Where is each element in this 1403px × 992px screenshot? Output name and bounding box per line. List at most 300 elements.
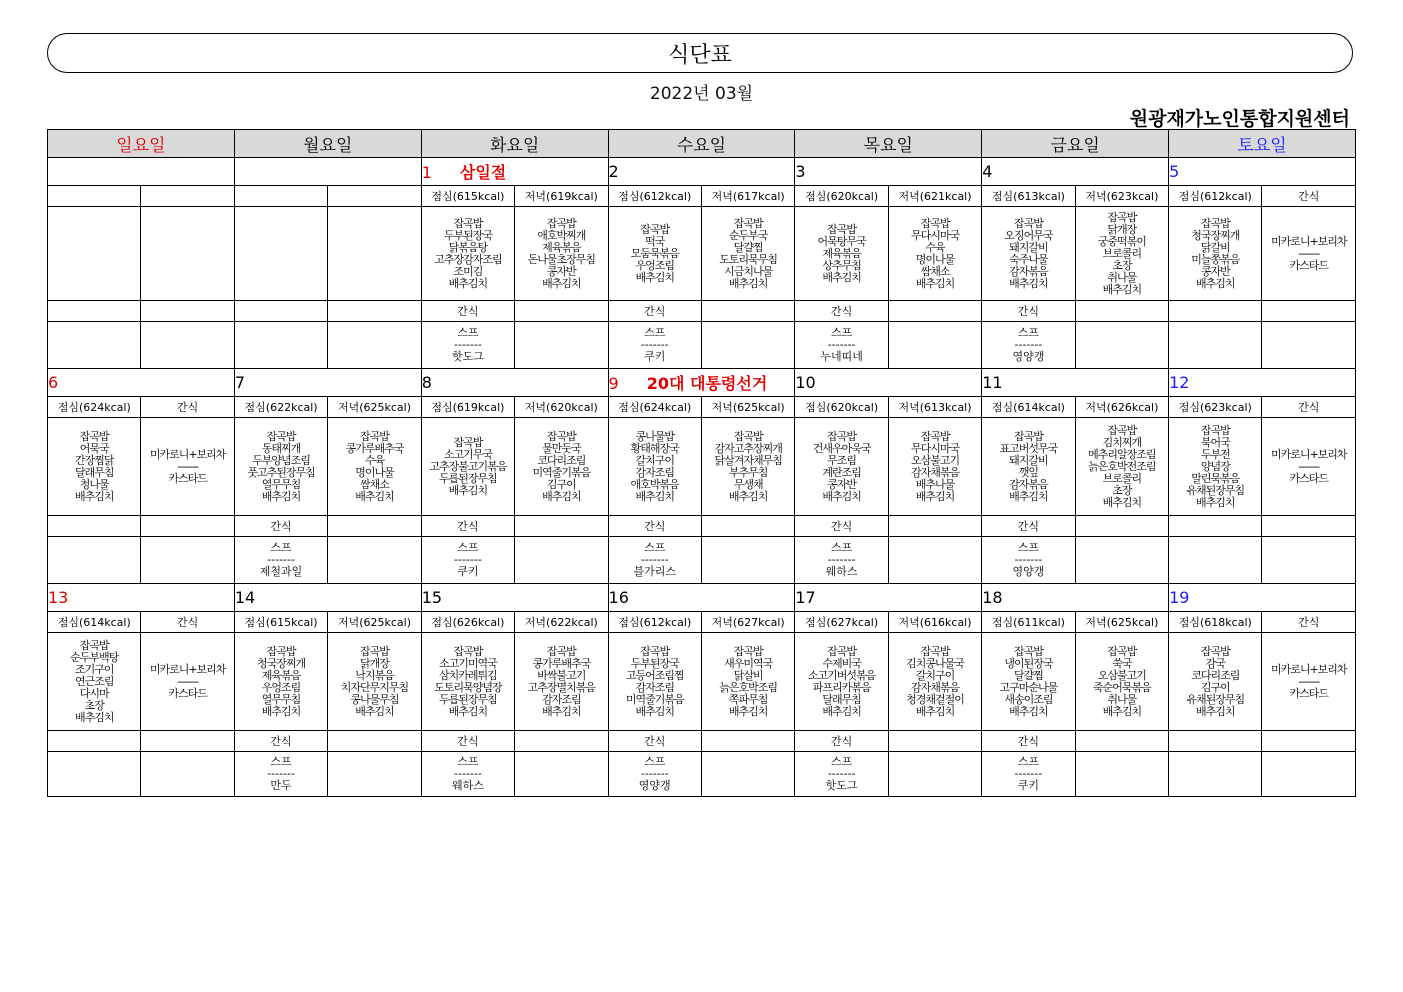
menu-item: 배추김치 xyxy=(74,489,114,503)
snack-items-empty xyxy=(888,752,981,797)
menu-item: 제철과일 xyxy=(259,565,303,578)
menu-item: 물만둣국 xyxy=(542,441,581,455)
meal-label: 간식 xyxy=(141,397,234,418)
day-number: 2 xyxy=(608,162,619,181)
weekday-header-row xyxy=(48,130,1356,158)
menu-item: 배추김치 xyxy=(635,489,674,503)
meal-label-row xyxy=(48,397,1356,418)
meal-label: 점심(626kcal) xyxy=(421,612,514,633)
snack-label-empty xyxy=(328,731,421,752)
menu-item: 잡곡밥 xyxy=(1107,644,1137,658)
snack-label: 간식 xyxy=(234,516,327,537)
meal-label: 저녁(613kcal) xyxy=(888,397,981,418)
day-cell xyxy=(48,584,235,612)
menu-item: 새우미역국 xyxy=(724,656,773,670)
snack-items xyxy=(1169,752,1262,797)
day-cell xyxy=(421,584,608,612)
snack-label-row xyxy=(48,731,1356,752)
menu-item: 배추김치 xyxy=(1196,495,1235,509)
day-number: 11 xyxy=(982,373,1003,392)
menu-item: 잡곡밥 xyxy=(1107,210,1137,224)
menu-item: 김치찌개 xyxy=(1102,435,1142,449)
meal-dishes xyxy=(1262,207,1356,301)
menu-item: 두릅된장무침 xyxy=(439,692,497,706)
menu-item: 미역줄기볶음 xyxy=(625,692,684,706)
weekday-header-wednesday: 수요일 xyxy=(608,130,795,158)
meal-label: 점심(622kcal) xyxy=(234,397,327,418)
snack-items xyxy=(982,537,1075,584)
meal-label: 점심(618kcal) xyxy=(1169,612,1262,633)
meal-dishes xyxy=(608,418,701,516)
menu-item: 고추장감자조림 xyxy=(434,252,502,266)
meal-dishes xyxy=(608,207,701,301)
menu-item: 두릅된장무침 xyxy=(439,471,497,485)
meal-dishes-row xyxy=(48,207,1356,301)
menu-item: 고추장멸치볶음 xyxy=(527,680,596,694)
snack-items-empty xyxy=(515,537,608,584)
menu-item: 콩자반 xyxy=(546,264,576,278)
menu-item: 순두부국 xyxy=(728,228,768,242)
meal-label: 점심(615kcal) xyxy=(234,612,327,633)
menu-item: 삼치카레튀김 xyxy=(439,668,497,682)
snack-items-empty xyxy=(701,322,794,369)
snack-label-empty xyxy=(515,301,608,322)
menu-item: 무다시마국 xyxy=(910,441,960,455)
snack-items xyxy=(795,322,888,369)
menu-item: 잡곡밥 xyxy=(453,216,483,230)
meal-label: 저녁(622kcal) xyxy=(515,612,608,633)
meal-dishes xyxy=(982,633,1075,731)
menu-item: 상추무침 xyxy=(822,258,861,272)
meal-dishes xyxy=(48,633,141,731)
menu-item: 죽순어묵볶음 xyxy=(1092,680,1151,694)
menu-item: 잡곡밥 xyxy=(640,222,670,236)
day-number: 8 xyxy=(421,373,432,392)
menu-item: 배추김치 xyxy=(1009,704,1048,718)
day-number: 5 xyxy=(1169,162,1180,181)
snack-label: 간식 xyxy=(608,731,701,752)
meal-dishes xyxy=(982,207,1075,301)
holiday-name: 삼일절 xyxy=(459,163,507,182)
meal-dishes xyxy=(888,633,981,731)
menu-item: ------- xyxy=(1298,674,1320,688)
menu-item: 잡곡밥 xyxy=(1013,216,1043,230)
day-cell xyxy=(421,158,608,186)
menu-item: 잡곡밥 xyxy=(79,429,109,443)
menu-item: 배추김치 xyxy=(822,270,861,284)
snack-label xyxy=(1169,301,1262,322)
day-number: 4 xyxy=(982,162,993,181)
meal-dishes xyxy=(234,207,327,301)
menu-item: 쿠키 xyxy=(457,565,479,578)
menu-item: 순두부백탕 xyxy=(70,650,119,664)
menu-item: 수제비국 xyxy=(822,656,861,670)
snack-items-empty xyxy=(888,537,981,584)
menu-item: 오징어무국 xyxy=(1004,228,1053,242)
menu-item: 배추김치 xyxy=(635,704,674,718)
snack-body-row xyxy=(48,537,1356,584)
menu-item: 청국장찌개 xyxy=(256,656,306,670)
snack-items xyxy=(608,537,701,584)
menu-item: 열무무침 xyxy=(261,692,301,706)
meal-label: 점심(619kcal) xyxy=(421,397,514,418)
menu-item: 늙은호박전조림 xyxy=(1088,459,1156,473)
menu-item: ------- xyxy=(267,553,295,566)
menu-item: 잡곡밥 xyxy=(1200,216,1230,230)
date-row xyxy=(48,158,1356,186)
meal-dishes xyxy=(888,207,981,301)
menu-item: ------- xyxy=(454,338,482,351)
menu-item: ------- xyxy=(1298,459,1320,473)
menu-item: 잡곡밥 xyxy=(360,644,389,658)
meal-label: 저녁(621kcal) xyxy=(888,186,981,207)
menu-item: 카스타드 xyxy=(1289,258,1328,272)
snack-items-empty xyxy=(1262,752,1356,797)
menu-item: 청경채겉절이 xyxy=(906,692,964,706)
menu-item: ------- xyxy=(1014,338,1043,351)
menu-item: 돼지갈비 xyxy=(1009,240,1048,254)
meal-label: 점심(620kcal) xyxy=(795,186,888,207)
menu-item: 배추김치 xyxy=(1102,495,1142,509)
day-cell xyxy=(1169,158,1356,186)
menu-item: 간장찜닭 xyxy=(74,453,114,467)
weekday-header-friday: 금요일 xyxy=(982,130,1169,158)
menu-item: 미카로니+보리차 xyxy=(1270,662,1347,676)
meal-label: 점심(611kcal) xyxy=(982,612,1075,633)
menu-item: 배추김치 xyxy=(822,489,861,503)
snack-items-empty xyxy=(888,322,981,369)
menu-item: 달래무침 xyxy=(74,465,114,479)
snack-label-empty xyxy=(701,731,794,752)
menu-item: ------- xyxy=(1014,767,1043,780)
meal-label: 저녁(619kcal) xyxy=(515,186,608,207)
menu-item: 도토리묵양념장 xyxy=(434,680,502,694)
snack-items-empty xyxy=(515,322,608,369)
meal-dishes xyxy=(1169,207,1262,301)
menu-item: 스프 xyxy=(457,326,479,339)
meal-dishes xyxy=(48,418,141,516)
day-cell xyxy=(982,584,1169,612)
menu-item: 잡곡밥 xyxy=(266,429,296,443)
meal-label: 저녁(625kcal) xyxy=(328,612,421,633)
meal-dishes xyxy=(515,207,608,301)
menu-item: 영양갱 xyxy=(1012,350,1045,363)
menu-item: 잡곡밥 xyxy=(453,644,483,658)
menu-item: 제육볶음 xyxy=(261,668,301,682)
menu-item: 스프 xyxy=(270,541,292,554)
meal-label: 점심(612kcal) xyxy=(1169,186,1262,207)
menu-item: 새송이조림 xyxy=(1004,692,1053,706)
menu-item: 배추김치 xyxy=(261,704,301,718)
menu-item: 잡곡밥 xyxy=(79,638,109,652)
day-number: 12 xyxy=(1169,373,1190,392)
weekday-header-sunday: 일요일 xyxy=(48,130,235,158)
snack-label: 간식 xyxy=(421,516,514,537)
menu-item: 말린묵볶음 xyxy=(1191,471,1240,485)
menu-item: ------- xyxy=(640,767,669,780)
menu-item: 잡곡밥 xyxy=(1200,644,1230,658)
menu-item: 배추김치 xyxy=(542,704,581,718)
menu-item: 고등어조림찜 xyxy=(625,668,684,682)
menu-item: 잡곡밥 xyxy=(733,216,763,230)
menu-item: 스프 xyxy=(457,755,479,768)
menu-item: ------- xyxy=(827,553,856,566)
menu-item: 미카로니+보리차 xyxy=(1270,234,1347,248)
title-text: 식단표 xyxy=(668,42,732,68)
menu-item: 배추김치 xyxy=(1196,276,1235,290)
snack-label-empty xyxy=(328,516,421,537)
snack-body-row xyxy=(48,322,1356,369)
menu-item: 배추김치 xyxy=(448,483,488,497)
meal-label: 점심(612kcal) xyxy=(608,612,701,633)
menu-item: 모둠묵볶음 xyxy=(630,246,679,260)
menu-item: 배추김치 xyxy=(448,704,488,718)
menu-item: 잡곡밥 xyxy=(920,644,950,658)
meal-label-row xyxy=(48,612,1356,633)
menu-item: 콩나물무침 xyxy=(350,692,399,706)
menu-item: 배추김치 xyxy=(822,704,861,718)
meal-label: 저녁(623kcal) xyxy=(1075,186,1168,207)
menu-item: 연근조림 xyxy=(74,674,114,688)
snack-items-empty xyxy=(1262,322,1356,369)
meal-dishes xyxy=(1169,633,1262,731)
meal-label: 점심(623kcal) xyxy=(1169,397,1262,418)
menu-item: 카스타드 xyxy=(168,686,207,700)
snack-items xyxy=(608,322,701,369)
snack-label-empty xyxy=(1262,516,1356,537)
menu-item: 취나물 xyxy=(1107,692,1137,706)
snack-label-empty xyxy=(1262,301,1356,322)
snack-items xyxy=(421,322,514,369)
menu-item: 쿠키 xyxy=(644,350,666,363)
menu-item: 배추김치 xyxy=(355,704,394,718)
day-number: 1 xyxy=(421,163,432,182)
day-number: 18 xyxy=(982,588,1003,607)
day-cell xyxy=(48,369,235,397)
day-number: 17 xyxy=(795,588,816,607)
menu-item: 스프 xyxy=(644,755,666,768)
menu-item: 미카로니+보리차 xyxy=(1270,447,1347,461)
menu-item: 쌈채소 xyxy=(360,477,389,491)
snack-items-empty xyxy=(701,537,794,584)
menu-item: 감자볶음 xyxy=(1009,477,1048,491)
menu-item: 오삼불고기 xyxy=(910,453,960,467)
meal-dishes-row xyxy=(48,633,1356,731)
menu-item: 갈치구이 xyxy=(635,453,674,467)
menu-item: 스프 xyxy=(830,755,853,768)
day-cell xyxy=(421,369,608,397)
meal-dishes xyxy=(515,418,608,516)
menu-item: 닭개장 xyxy=(1107,222,1137,236)
date-row xyxy=(48,369,1356,397)
menu-item: 부추무침 xyxy=(728,465,768,479)
menu-item: 잡곡밥 xyxy=(920,216,950,230)
snack-label: 간식 xyxy=(234,731,327,752)
meal-label: 점심(620kcal) xyxy=(795,397,888,418)
menu-item: 숙주나물 xyxy=(1009,252,1048,266)
menu-item: 두부전 xyxy=(1200,447,1230,461)
menu-item: 수육 xyxy=(925,240,945,254)
menu-item: 우엉조림 xyxy=(635,258,674,272)
snack-label: 간식 xyxy=(421,731,514,752)
menu-item: 초장 xyxy=(84,698,104,712)
meal-label: 점심(614kcal) xyxy=(982,397,1075,418)
menu-item: ------- xyxy=(827,338,856,351)
menu-item: 늙은호박조림 xyxy=(719,680,778,694)
menu-item: 배추김치 xyxy=(74,710,114,724)
snack-body-row xyxy=(48,752,1356,797)
meal-dishes xyxy=(421,418,514,516)
menu-item: 잡곡밥 xyxy=(453,435,483,449)
snack-label-empty xyxy=(515,516,608,537)
menu-item: 김구이 xyxy=(1200,680,1230,694)
meal-label xyxy=(48,186,141,207)
meal-label: 저녁(616kcal) xyxy=(888,612,981,633)
snack-label-empty xyxy=(1262,731,1356,752)
weekday-header-monday: 월요일 xyxy=(234,130,421,158)
meal-dishes xyxy=(888,418,981,516)
menu-item: 유채된장무침 xyxy=(1186,483,1245,497)
menu-item: 스프 xyxy=(644,541,666,554)
snack-label: 간식 xyxy=(795,516,888,537)
snack-label xyxy=(48,516,141,537)
menu-item: 닭살겨자채무침 xyxy=(714,453,782,467)
menu-item: 김치콩나물국 xyxy=(906,656,964,670)
menu-item: 건새우아욱국 xyxy=(812,441,871,455)
snack-label xyxy=(1169,731,1262,752)
day-number: 16 xyxy=(608,588,629,607)
snack-items-empty xyxy=(328,322,421,369)
snack-label: 간식 xyxy=(795,731,888,752)
menu-item: 카스타드 xyxy=(1289,471,1328,485)
menu-item: 잡곡밥 xyxy=(1013,429,1043,443)
menu-item: 갈치구이 xyxy=(915,668,955,682)
snack-items xyxy=(48,752,141,797)
meal-dishes xyxy=(795,207,888,301)
day-number: 14 xyxy=(234,588,256,607)
day-cell xyxy=(234,584,421,612)
menu-item: 잡곡밥 xyxy=(546,644,576,658)
menu-item: 잡곡밥 xyxy=(827,644,857,658)
snack-label: 간식 xyxy=(982,301,1075,322)
menu-item: 스프 xyxy=(830,326,853,339)
snack-items xyxy=(421,752,514,797)
meal-dishes xyxy=(701,418,794,516)
menu-item: 잡곡밥 xyxy=(827,222,857,236)
menu-calendar-table xyxy=(47,129,1356,797)
menu-item: 잡곡밥 xyxy=(733,429,763,443)
snack-label-empty xyxy=(1075,301,1168,322)
meal-dishes xyxy=(982,418,1075,516)
meal-label: 저녁(627kcal) xyxy=(701,612,794,633)
menu-item: 배추김치 xyxy=(355,489,394,503)
snack-items xyxy=(234,752,327,797)
meal-dishes xyxy=(1262,418,1356,516)
menu-item: 미카로니+보리차 xyxy=(149,662,226,676)
menu-item: 쪽파무침 xyxy=(728,692,768,706)
meal-dishes xyxy=(234,633,327,731)
menu-item: 배추김치 xyxy=(1196,704,1235,718)
snack-items-empty xyxy=(141,537,234,584)
snack-label xyxy=(1169,516,1262,537)
menu-item: 무생채 xyxy=(733,477,763,491)
meal-dishes xyxy=(1075,207,1168,301)
snack-label: 간식 xyxy=(982,731,1075,752)
snack-items xyxy=(421,537,514,584)
day-number: 7 xyxy=(234,373,246,392)
meal-label: 점심(624kcal) xyxy=(48,397,141,418)
weekday-header-thursday: 목요일 xyxy=(795,130,982,158)
meal-dishes-row xyxy=(48,418,1356,516)
menu-item: 잡곡밥 xyxy=(920,429,950,443)
day-number: 13 xyxy=(48,588,69,607)
snack-label-empty xyxy=(888,731,981,752)
meal-dishes xyxy=(1075,418,1168,516)
menu-item: 닭볶음탕 xyxy=(448,240,488,254)
menu-item: 황태해장국 xyxy=(630,441,679,455)
menu-item: 코다리조림 xyxy=(1191,668,1240,682)
day-cell xyxy=(608,158,795,186)
snack-items xyxy=(1169,537,1262,584)
meal-label: 점심(627kcal) xyxy=(795,612,888,633)
meal-label: 저녁(625kcal) xyxy=(701,397,794,418)
meal-dishes xyxy=(141,207,234,301)
menu-item: 달걀찜 xyxy=(1013,668,1043,682)
menu-item: 오삼불고기 xyxy=(1097,668,1146,682)
menu-item: 쑥국 xyxy=(1112,656,1132,670)
menu-item: 두부된장국 xyxy=(443,228,492,242)
menu-item: 배추김치 xyxy=(261,489,301,503)
menu-item: 고구마순나물 xyxy=(999,680,1058,694)
menu-item: 스프 xyxy=(1017,755,1040,768)
menu-item: 배추김치 xyxy=(1102,704,1142,718)
snack-label-empty xyxy=(701,301,794,322)
menu-item: 표고버섯무국 xyxy=(999,441,1058,455)
menu-item: 떡국 xyxy=(645,234,665,248)
menu-item: 계란조림 xyxy=(822,465,861,479)
meal-label xyxy=(141,186,234,207)
menu-item: 취나물 xyxy=(1107,270,1137,284)
menu-item: 명이나물 xyxy=(915,252,955,266)
snack-label-empty xyxy=(141,731,234,752)
meal-dishes xyxy=(141,633,234,731)
menu-item: 돈나물초장무침 xyxy=(527,252,596,266)
menu-item: 북어국 xyxy=(1200,435,1230,449)
menu-item: 핫도그 xyxy=(825,779,858,792)
menu-item: 두부된장국 xyxy=(630,656,679,670)
meal-label: 저녁(625kcal) xyxy=(328,397,421,418)
menu-item: 배추김치 xyxy=(1009,489,1048,503)
snack-items xyxy=(982,322,1075,369)
menu-item: 감자채볶음 xyxy=(910,465,960,479)
menu-item: 감자조림 xyxy=(542,692,581,706)
menu-item: 낙지볶음 xyxy=(355,668,394,682)
menu-item: 스프 xyxy=(1017,541,1040,554)
menu-month: 2022년 03월 xyxy=(649,84,754,104)
meal-dishes xyxy=(234,418,327,516)
snack-items-empty xyxy=(1075,322,1168,369)
menu-item: 배추김치 xyxy=(728,276,768,290)
menu-item: 콩가루배추국 xyxy=(345,441,404,455)
meal-dishes xyxy=(328,207,421,301)
day-cell xyxy=(1169,369,1356,397)
menu-item: 감자고추장찌개 xyxy=(714,441,782,455)
day-number: 10 xyxy=(795,373,816,392)
menu-item: 소고기미역국 xyxy=(439,656,497,670)
menu-item: 배추김치 xyxy=(542,489,581,503)
menu-item: ------- xyxy=(267,767,295,780)
meal-label: 저녁(625kcal) xyxy=(1075,612,1168,633)
